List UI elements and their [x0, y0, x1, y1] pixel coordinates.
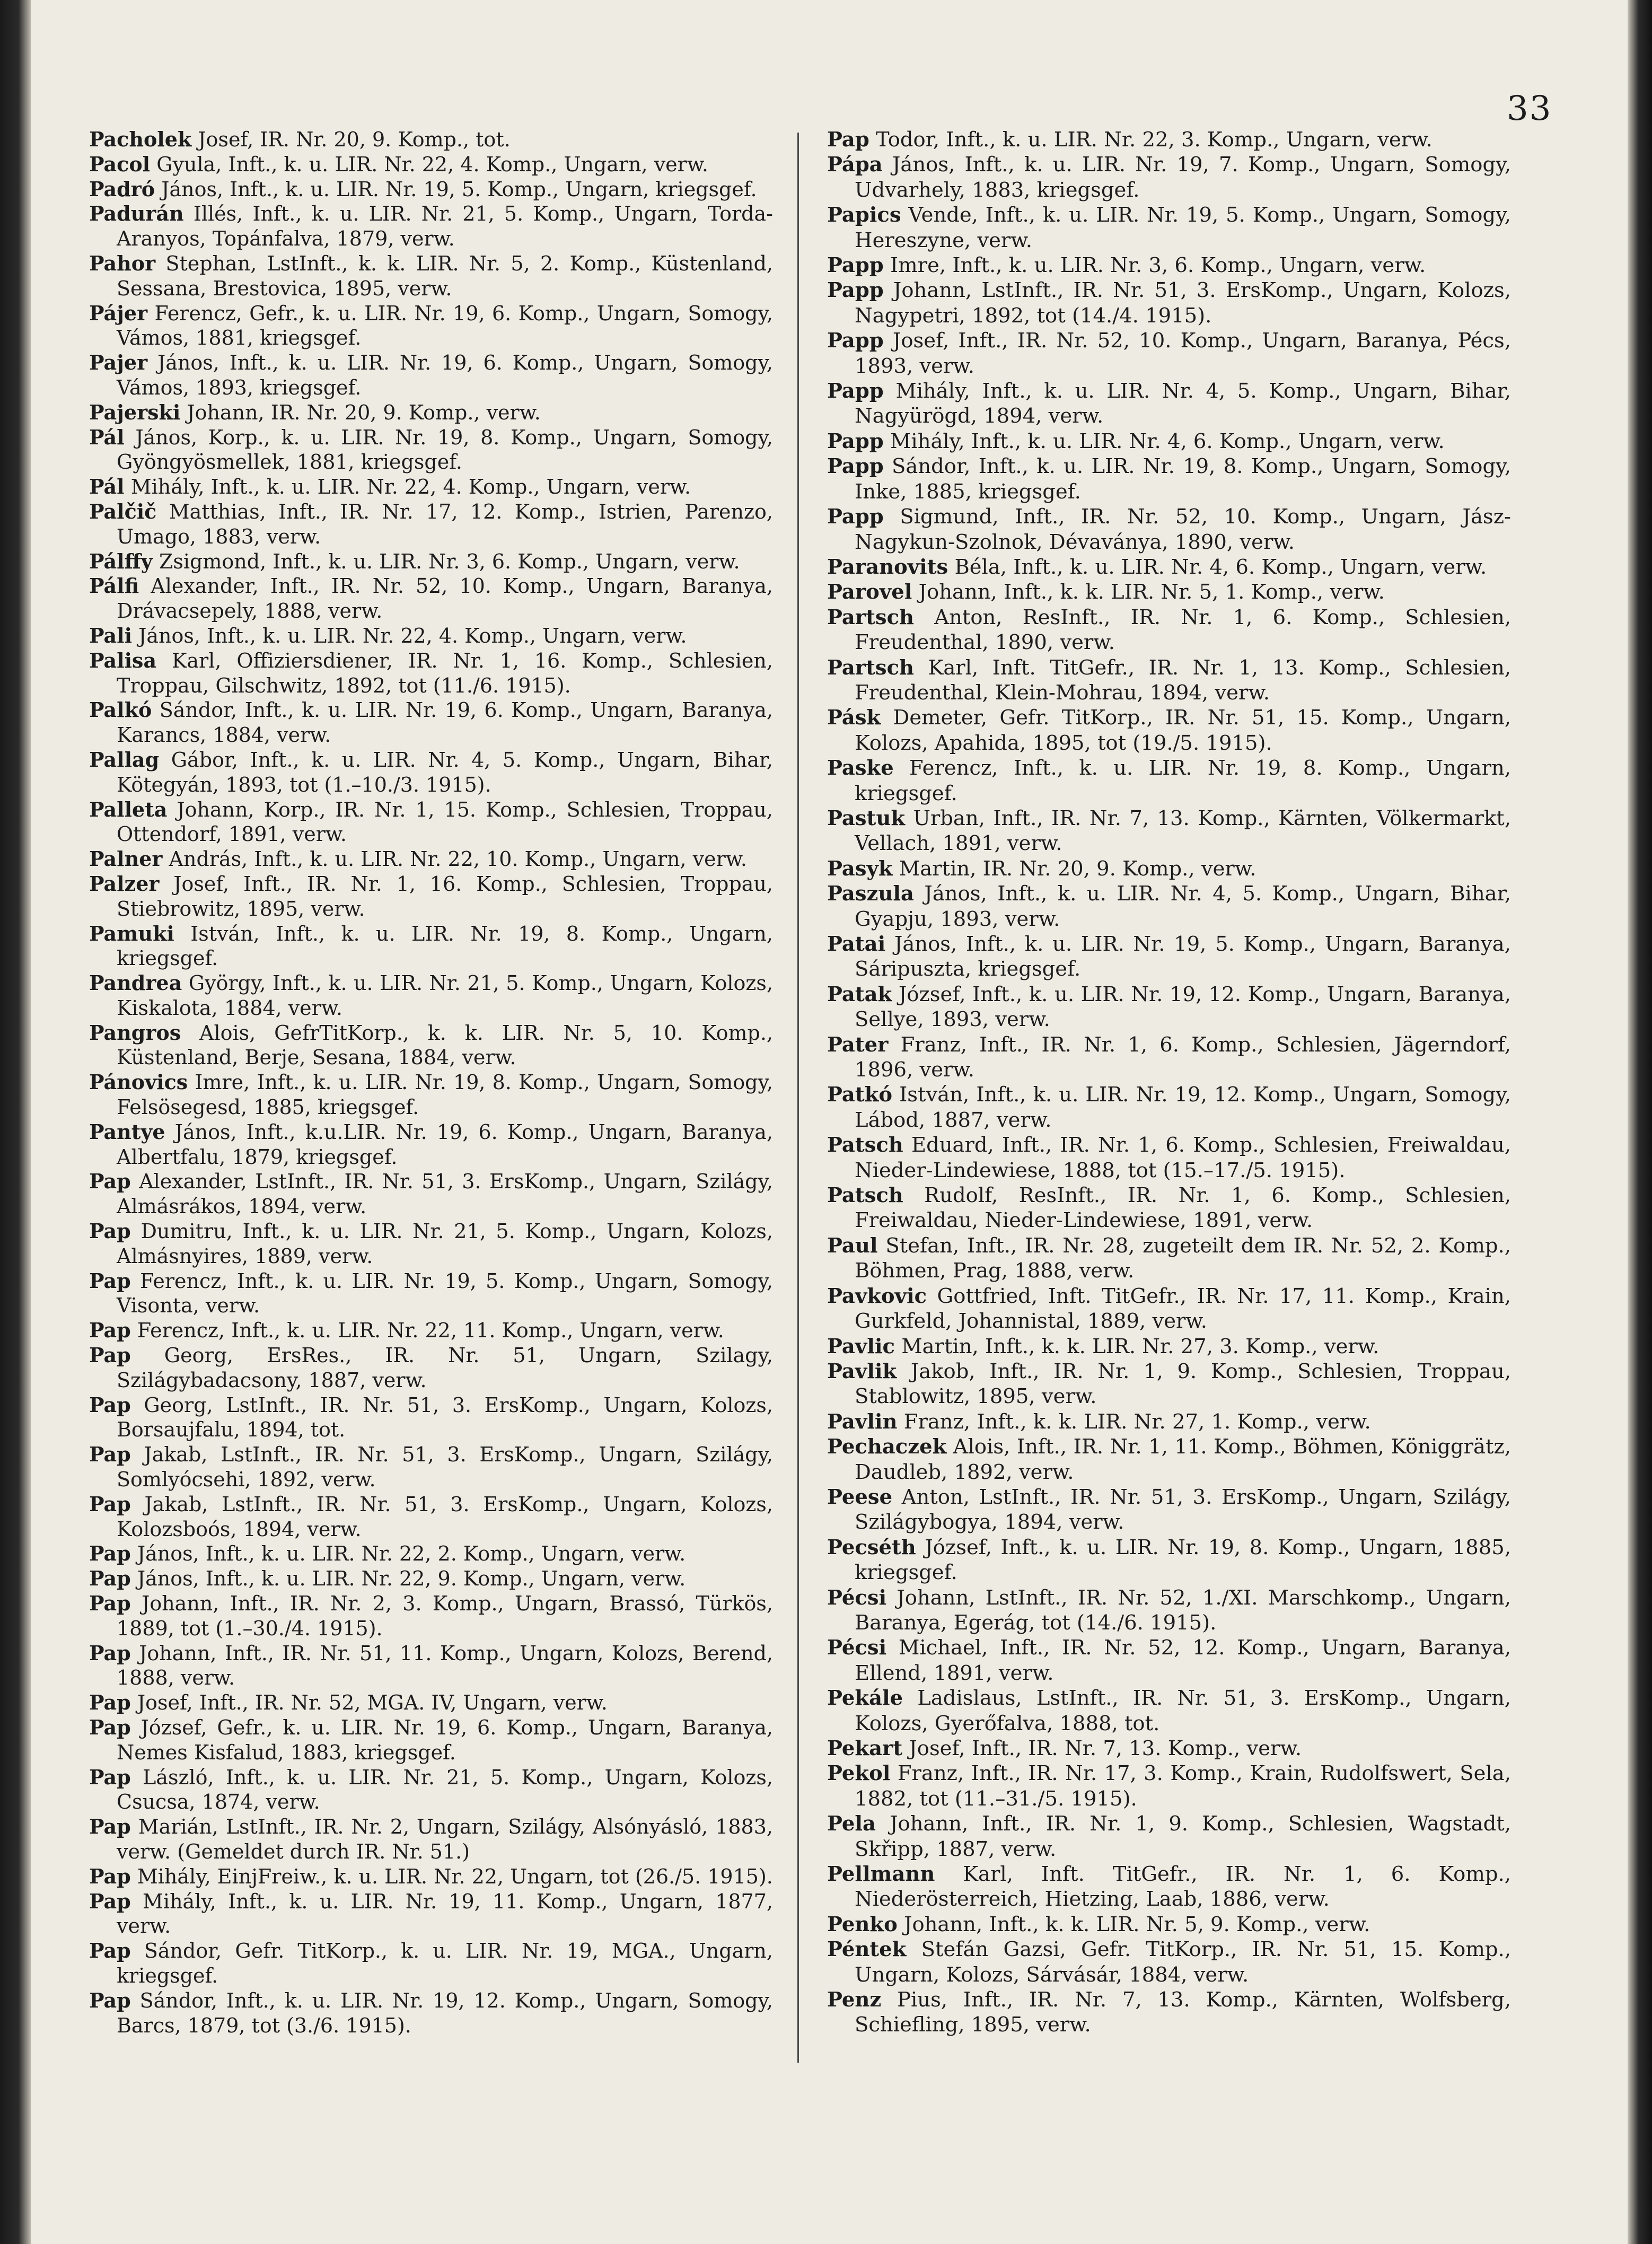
- entry-details: Alexander, LstInft., IR. Nr. 51, 3. ErsKomp., Ungarn, Szilágy, Almásrákos, 1894, verw.: [117, 1170, 773, 1219]
- entry-surname: Pap: [89, 1988, 131, 2012]
- entry-surname: Pellmann: [827, 1862, 935, 1887]
- entry-details: Karl, Inft. TitGefr., IR. Nr. 1, 13. Komp., Schlesien, Freudenthal, Klein-Mohrau, 1894, verw.: [855, 655, 1511, 705]
- entry-surname: Pacol: [89, 152, 151, 176]
- entry-details: Jakab, LstInft., IR. Nr. 51, 3. ErsKomp., Ungarn, Szilágy, Somlyócsehi, 1892, verw.: [117, 1443, 773, 1492]
- entry-surname: Pastuk: [827, 806, 905, 830]
- scan-edge-left: [0, 0, 31, 2244]
- entry-details: Gottfried, Inft. TitGefr., IR. Nr. 17, 11. Komp., Krain, Gurkfeld, Johannistal, 1889, verw.: [855, 1284, 1511, 1334]
- left-column: [89, 127, 773, 2038]
- list-entry: [89, 251, 773, 301]
- entry-surname: Pallag: [89, 747, 160, 772]
- entry-surname: Pahor: [89, 251, 156, 275]
- entry-surname: Pap: [89, 1864, 131, 1888]
- entry-surname: Pekart: [827, 1737, 903, 1760]
- entry-surname: Pekol: [827, 1761, 891, 1786]
- list-entry: [89, 1343, 773, 1393]
- list-entry: [89, 971, 773, 1021]
- list-entry: [89, 127, 773, 152]
- entry-surname: Pap: [89, 1442, 131, 1467]
- list-entry: [827, 429, 1511, 454]
- entry-surname: Papp: [827, 429, 884, 453]
- list-entry: [89, 1541, 773, 1566]
- list-entry: [827, 1409, 1511, 1434]
- list-entry: [827, 881, 1511, 932]
- entry-surname: Palner: [89, 847, 163, 871]
- list-entry: [89, 1070, 773, 1120]
- entry-details: István, Inft., k. u. LIR. Nr. 19, 8. Komp., Ungarn, kriegsgef.: [117, 922, 773, 970]
- list-entry: [89, 1492, 773, 1542]
- entry-details: Illés, Inft., k. u. LIR. Nr. 21, 5. Komp., Ungarn, Torda-Aranyos, Topánfalva, 1879, verw.: [117, 202, 773, 251]
- entry-surname: Palčič: [89, 499, 157, 523]
- entry-details: Johann, Inft., IR. Nr. 51, 11. Komp., Ungarn, Kolozs, Berend, 1888, verw.: [117, 1641, 773, 1690]
- entry-details: Alexander, Inft., IR. Nr. 52, 10. Komp., Ungarn, Baranya, Drávacsepely, 1888, verw.: [117, 574, 773, 623]
- entry-surname: Pál: [89, 425, 125, 449]
- entry-details: Mihály, Inft., k. u. LIR. Nr. 4, 6. Komp., Ungarn, verw.: [890, 429, 1445, 453]
- entry-details: Martin, IR. Nr. 20, 9. Komp., verw.: [899, 856, 1256, 881]
- entry-details: Anton, ResInft., IR. Nr. 1, 6. Komp., Schlesien, Freudenthal, 1890, verw.: [855, 605, 1511, 655]
- list-entry: [827, 1912, 1511, 1937]
- list-entry: [827, 1987, 1511, 2038]
- entry-details: Dumitru, Inft., k. u. LIR. Nr. 21, 5. Komp., Ungarn, Kolozs, Almásnyires, 1889, verw.: [117, 1220, 773, 1268]
- entry-surname: Parovel: [827, 580, 912, 604]
- entry-details: Johann, Inft., k. k. LIR. Nr. 5, 1. Komp., verw.: [918, 580, 1385, 604]
- entry-surname: Pánovics: [89, 1070, 188, 1094]
- entry-details: Josef, Inft., IR. Nr. 1, 16. Komp., Schlesien, Troppau, Stiebrowitz, 1895, verw.: [117, 872, 773, 921]
- list-entry: [827, 1485, 1511, 1535]
- entry-details: Georg, ErsRes., IR. Nr. 51, Ungarn, Szilagy, Szilágybadacsony, 1887, verw.: [117, 1344, 773, 1392]
- list-entry: [827, 932, 1511, 982]
- entry-details: József, Inft., k. u. LIR. Nr. 19, 12. Komp., Ungarn, Baranya, Sellye, 1893, verw.: [855, 982, 1511, 1032]
- list-entry: [827, 203, 1511, 253]
- entry-surname: Pap: [89, 1765, 131, 1789]
- right-column: [827, 127, 1511, 2038]
- list-entry: [89, 350, 773, 400]
- entry-surname: Pater: [827, 1032, 889, 1057]
- entry-surname: Pavlin: [827, 1409, 898, 1434]
- list-entry: [827, 152, 1511, 203]
- list-entry: [827, 806, 1511, 856]
- entry-details: Franz, Inft., IR. Nr. 17, 3. Komp., Krain, Rudolfswert, Sela, 1882, tot (11.–31./5. 1915).: [855, 1761, 1511, 1811]
- entry-details: Alois, GefrTitKorp., k. k. LIR. Nr. 5, 10. Komp., Küstenland, Berje, Sesana, 1884, verw.: [117, 1021, 773, 1070]
- list-entry: [827, 1585, 1511, 1636]
- entry-details: Ladislaus, LstInft., IR. Nr. 51, 3. ErsKomp., Ungarn, Kolozs, Gyerőfalva, 1888, tot.: [855, 1686, 1511, 1735]
- entry-details: Sándor, Inft., k. u. LIR. Nr. 19, 6. Komp., Ungarn, Baranya, Karancs, 1884, verw.: [117, 698, 773, 747]
- list-entry: [827, 1862, 1511, 1912]
- entry-surname: Pálfi: [89, 574, 139, 598]
- list-entry: [827, 1284, 1511, 1334]
- list-entry: [827, 580, 1511, 604]
- entry-details: György, Inft., k. u. LIR. Nr. 21, 5. Komp., Ungarn, Kolozs, Kiskalota, 1884, verw.: [117, 971, 773, 1020]
- entry-surname: Pap: [827, 128, 869, 152]
- list-entry: [827, 1334, 1511, 1359]
- entry-surname: Pap: [89, 1690, 131, 1715]
- list-entry: [89, 1269, 773, 1319]
- entry-surname: Pavlic: [827, 1334, 895, 1358]
- list-entry: [89, 574, 773, 624]
- list-entry: [89, 1318, 773, 1343]
- list-entry: [89, 400, 773, 425]
- entry-details: Ferencz, Inft., k. u. LIR. Nr. 19, 8. Komp., Ungarn, kriegsgef.: [855, 756, 1512, 805]
- entry-surname: Padurán: [89, 201, 184, 226]
- entry-surname: Pap: [89, 1318, 131, 1343]
- list-entry: [827, 1686, 1511, 1736]
- list-entry: [89, 872, 773, 922]
- entry-surname: Pap: [89, 1939, 131, 1963]
- list-entry: [827, 1434, 1511, 1485]
- entry-surname: Papp: [827, 505, 884, 529]
- entry-surname: Palkó: [89, 698, 152, 722]
- list-entry: [89, 549, 773, 574]
- entry-surname: Penz: [827, 1988, 882, 2012]
- entry-surname: Pap: [89, 1541, 131, 1566]
- entry-surname: Padró: [89, 177, 155, 201]
- list-entry: [827, 1736, 1511, 1761]
- list-entry: [89, 1393, 773, 1443]
- entry-details: József, Gefr., k. u. LIR. Nr. 19, 6. Komp., Ungarn, Baranya, Nemes Kisfalud, 1883, kriegsgef.: [117, 1716, 773, 1764]
- entry-surname: Pajer: [89, 350, 148, 375]
- list-entry: [89, 797, 773, 847]
- entry-details: Josef, Inft., IR. Nr. 52, 10. Komp., Ungarn, Baranya, Pécs, 1893, verw.: [855, 329, 1511, 378]
- list-entry: [89, 1815, 773, 1864]
- entry-details: István, Inft., k. u. LIR. Nr. 19, 12. Komp., Ungarn, Somogy, Lábod, 1887, verw.: [855, 1083, 1511, 1132]
- entry-surname: Pavkovic: [827, 1284, 927, 1308]
- entry-surname: Péntek: [827, 1938, 907, 1962]
- entry-details: Marián, LstInft., IR. Nr. 2, Ungarn, Szilágy, Alsónyásló, 1883, verw. (Gemeldet durch IR. Nr. 51.): [117, 1815, 773, 1863]
- entry-surname: Pécsi: [827, 1636, 887, 1660]
- list-entry: [827, 253, 1511, 278]
- entry-surname: Pap: [89, 1715, 131, 1739]
- list-entry: [827, 504, 1511, 555]
- entry-surname: Pela: [827, 1812, 876, 1836]
- entry-details: János, Inft., k.u.LIR. Nr. 19, 6. Komp., Ungarn, Baranya, Albertfalu, 1879, kriegsgef.: [117, 1120, 773, 1169]
- list-entry: [827, 705, 1511, 756]
- entry-details: Johann, Inft., k. k. LIR. Nr. 5, 9. Komp., verw.: [904, 1912, 1370, 1936]
- list-entry: [827, 1082, 1511, 1133]
- entry-surname: Pap: [89, 1815, 131, 1839]
- list-entry: [827, 1811, 1511, 1862]
- entry-details: János, Inft., k. u. LIR. Nr. 19, 6. Komp., Ungarn, Somogy, Vámos, 1893, kriegsgef.: [117, 351, 773, 399]
- scan-edge-right: [1628, 0, 1652, 2244]
- entry-details: Johann, Korp., IR. Nr. 1, 15. Komp., Schlesien, Troppau, Ottendorf, 1891, verw.: [117, 797, 773, 846]
- entry-surname: Pál: [89, 475, 125, 499]
- list-entry: [89, 152, 773, 177]
- entry-surname: Pangros: [89, 1020, 181, 1045]
- entry-surname: Paranovits: [827, 555, 948, 579]
- list-entry: [89, 1889, 773, 1939]
- list-entry: [89, 1591, 773, 1641]
- list-entry: [89, 1169, 773, 1219]
- entry-details: János, Inft., k. u. LIR. Nr. 19, 7. Komp., Ungarn, Somogy, Udvarhely, 1883, kriegsgef.: [855, 153, 1511, 202]
- entry-details: József, Inft., k. u. LIR. Nr. 19, 8. Komp., Ungarn, 1885, kriegsgef.: [855, 1535, 1511, 1585]
- list-entry: [89, 425, 773, 475]
- entry-surname: Pájer: [89, 301, 148, 325]
- entry-details: Martin, Inft., k. k. LIR. Nr. 27, 3. Komp., verw.: [901, 1334, 1379, 1358]
- entry-details: Stefán Gazsi, Gefr. TitKorp., IR. Nr. 51, 15. Komp., Ungarn, Kolozs, Sárvásár, 1884, verw.: [855, 1938, 1511, 1987]
- entry-surname: Pécsi: [827, 1585, 887, 1610]
- list-entry: [827, 555, 1511, 580]
- entry-details: Alois, Inft., IR. Nr. 1, 11. Komp., Böhmen, Königgrätz, Daudleb, 1892, verw.: [855, 1435, 1511, 1484]
- entry-details: János, Inft., k. u. LIR. Nr. 19, 5. Komp., Ungarn, kriegsgef.: [161, 177, 757, 201]
- entry-details: Pius, Inft., IR. Nr. 7, 13. Komp., Kärnten, Wolfsberg, Schiefling, 1895, verw.: [855, 1988, 1511, 2037]
- entry-surname: Papp: [827, 278, 884, 303]
- entry-surname: Pacholek: [89, 127, 192, 151]
- entry-surname: Pamuki: [89, 921, 174, 945]
- entry-details: János, Korp., k. u. LIR. Nr. 19, 8. Komp., Ungarn, Somogy, Gyöngyösmellek, 1881, kriegsgef.: [117, 425, 773, 474]
- list-entry: [89, 1939, 773, 1988]
- entry-surname: Pechaczek: [827, 1435, 947, 1459]
- entry-surname: Penko: [827, 1912, 898, 1936]
- entry-details: Imre, Inft., k. u. LIR. Nr. 3, 6. Komp., Ungarn, verw.: [890, 253, 1426, 278]
- entry-details: Ferencz, Inft., k. u. LIR. Nr. 19, 5. Komp., Ungarn, Somogy, Visonta, verw.: [117, 1269, 773, 1318]
- entry-details: Béla, Inft., k. u. LIR. Nr. 4, 6. Komp., Ungarn, verw.: [954, 555, 1487, 579]
- entry-details: János, Inft., k. u. LIR. Nr. 22, 2. Komp., Ungarn, verw.: [137, 1542, 686, 1566]
- list-entry: [827, 605, 1511, 655]
- entry-details: Johann, Inft., IR. Nr. 2, 3. Komp., Ungarn, Brassó, Türkös, 1889, tot (1.–30./4. 1915).: [117, 1592, 773, 1640]
- entry-surname: Pap: [89, 1641, 131, 1665]
- entry-details: Urban, Inft., IR. Nr. 7, 13. Komp., Kärnten, Völkermarkt, Vellach, 1891, verw.: [855, 806, 1511, 856]
- entry-surname: Palisa: [89, 648, 157, 672]
- entry-details: Vende, Inft., k. u. LIR. Nr. 19, 5. Komp., Ungarn, Somogy, Hereszyne, verw.: [855, 203, 1511, 252]
- entry-details: Josef, IR. Nr. 20, 9. Komp., tot.: [198, 128, 511, 151]
- entry-surname: Pap: [89, 1591, 131, 1616]
- entry-surname: Pap: [89, 1392, 131, 1417]
- entry-surname: Papp: [827, 454, 884, 479]
- entry-details: Josef, Inft., IR. Nr. 7, 13. Komp., verw.: [909, 1737, 1302, 1760]
- entry-details: Imre, Inft., k. u. LIR. Nr. 19, 8. Komp., Ungarn, Somogy, Felsösegesd, 1885, kriegsgef.: [117, 1071, 773, 1119]
- entry-surname: Paszula: [827, 882, 914, 906]
- entry-surname: Pap: [89, 1169, 131, 1194]
- entry-surname: Palzer: [89, 871, 160, 896]
- list-entry: [827, 982, 1511, 1032]
- entry-details: Demeter, Gefr. TitKorp., IR. Nr. 51, 15. Komp., Ungarn, Kolozs, Apahida, 1895, tot (19./5. 1915).: [855, 706, 1511, 755]
- entry-details: Sándor, Gefr. TitKorp., k. u. LIR. Nr. 19, MGA., Ungarn, kriegsgef.: [117, 1939, 773, 1987]
- list-entry: [827, 278, 1511, 328]
- entry-surname: Paul: [827, 1233, 878, 1258]
- entry-surname: Pali: [89, 623, 133, 647]
- entry-surname: Patai: [827, 932, 886, 956]
- entry-details: Mihály, Inft., k. u. LIR. Nr. 4, 5. Komp., Ungarn, Bihar, Nagyürögd, 1894, verw.: [855, 379, 1511, 428]
- column-divider: [797, 133, 799, 2063]
- list-entry: [89, 847, 773, 872]
- entry-details: Sándor, Inft., k. u. LIR. Nr. 19, 12. Komp., Ungarn, Somogy, Barcs, 1879, tot (3./6. 1915).: [117, 1988, 773, 2037]
- entry-details: Ferencz, Gefr., k. u. LIR. Nr. 19, 6. Komp., Ungarn, Somogy, Vámos, 1881, kriegsgef.: [117, 301, 773, 350]
- entry-surname: Papp: [827, 379, 884, 404]
- entry-details: Johann, IR. Nr. 20, 9. Komp., verw.: [187, 400, 541, 424]
- list-entry: [89, 1864, 773, 1889]
- entry-details: Eduard, Inft., IR. Nr. 1, 6. Komp., Schlesien, Freiwaldau, Nieder-Lindewiese, 1888, tot (15.–17./5. 1915).: [855, 1133, 1511, 1182]
- entry-details: Michael, Inft., IR. Nr. 52, 12. Komp., Ungarn, Baranya, Ellend, 1891, verw.: [855, 1636, 1511, 1685]
- entry-details: András, Inft., k. u. LIR. Nr. 22, 10. Komp., Ungarn, verw.: [169, 847, 747, 871]
- entry-details: Jakob, Inft., IR. Nr. 1, 9. Komp., Schlesien, Troppau, Stablowitz, 1895, verw.: [855, 1359, 1511, 1409]
- entry-details: Johann, LstInft., IR. Nr. 52, 1./XI. Marschkomp., Ungarn, Baranya, Egerág, tot (14./6. 1915).: [855, 1585, 1512, 1635]
- entry-surname: Papp: [827, 329, 884, 353]
- list-entry: [827, 1032, 1511, 1083]
- entry-details: Zsigmond, Inft., k. u. LIR. Nr. 3, 6. Komp., Ungarn, verw.: [159, 549, 740, 573]
- list-entry: [89, 1641, 773, 1691]
- list-entry: [827, 379, 1511, 429]
- entry-surname: Pap: [89, 1492, 131, 1516]
- page-number: 33: [1507, 89, 1552, 128]
- entry-details: Jakab, LstInft., IR. Nr. 51, 3. ErsKomp., Ungarn, Kolozs, Kolozsboós, 1894, verw.: [117, 1492, 773, 1541]
- list-entry: [89, 648, 773, 698]
- list-entry: [89, 1021, 773, 1071]
- list-entry: [89, 624, 773, 648]
- list-entry: [89, 475, 773, 499]
- entry-details: Stefan, Inft., IR. Nr. 28, zugeteilt dem IR. Nr. 52, 2. Komp., Böhmen, Prag, 1888, verw.: [855, 1233, 1511, 1283]
- entry-surname: Pantye: [89, 1119, 165, 1144]
- list-entry: [827, 856, 1511, 881]
- entry-details: Karl, Offiziersdiener, IR. Nr. 1, 16. Komp., Schlesien, Troppau, Gilschwitz, 1892, tot (11./6. 1915).: [117, 648, 773, 697]
- list-entry: [89, 301, 773, 351]
- entry-surname: Patkó: [827, 1083, 893, 1107]
- entry-details: Mihály, Inft., k. u. LIR. Nr. 19, 11. Komp., Ungarn, 1877, verw.: [117, 1889, 773, 1938]
- list-entry: [89, 922, 773, 971]
- entry-surname: Pandrea: [89, 971, 182, 995]
- list-entry: [827, 1183, 1511, 1233]
- entry-surname: Pecséth: [827, 1535, 916, 1559]
- entry-details: Rudolf, ResInft., IR. Nr. 1, 6. Komp., Schlesien, Freiwaldau, Nieder-Lindewiese, 1891, verw.: [855, 1184, 1511, 1233]
- entry-details: Mihály, Inft., k. u. LIR. Nr. 22, 4. Komp., Ungarn, verw.: [130, 475, 691, 499]
- list-entry: [89, 499, 773, 549]
- list-entry: [827, 756, 1511, 806]
- list-entry: [827, 1761, 1511, 1811]
- list-entry: [827, 1233, 1511, 1284]
- entry-details: Sándor, Inft., k. u. LIR. Nr. 19, 8. Komp., Ungarn, Somogy, Inke, 1885, kriegsgef.: [855, 454, 1511, 504]
- entry-details: Franz, Inft., IR. Nr. 1, 6. Komp., Schlesien, Jägerndorf, 1896, verw.: [855, 1032, 1511, 1082]
- list-entry: [89, 1715, 773, 1765]
- entry-details: Matthias, Inft., IR. Nr. 17, 12. Komp., Istrien, Parenzo, Umago, 1883, verw.: [117, 499, 773, 548]
- entry-surname: Papp: [827, 253, 884, 278]
- entry-details: Todor, Inft., k. u. LIR. Nr. 22, 3. Komp., Ungarn, verw.: [876, 128, 1433, 152]
- list-entry: [89, 1690, 773, 1715]
- entry-details: Gábor, Inft., k. u. LIR. Nr. 4, 5. Komp., Ungarn, Bihar, Kötegyán, 1893, tot (1.–10./3. 1915).: [117, 748, 773, 796]
- entry-surname: Pápa: [827, 153, 883, 177]
- list-entry: [827, 328, 1511, 379]
- list-entry: [89, 1765, 773, 1815]
- entry-details: Johann, LstInft., IR. Nr. 51, 3. ErsKomp., Ungarn, Kolozs, Nagypetri, 1892, tot (14./4. 1915).: [855, 278, 1511, 328]
- entry-details: Franz, Inft., k. k. LIR. Nr. 27, 1. Komp., verw.: [903, 1409, 1371, 1434]
- entry-surname: Pap: [89, 1219, 131, 1243]
- list-entry: [89, 1442, 773, 1492]
- entry-details: Josef, Inft., IR. Nr. 52, MGA. IV, Ungarn, verw.: [137, 1691, 608, 1715]
- entry-details: Karl, Inft. TitGefr., IR. Nr. 1, 6. Komp., Niederösterreich, Hietzing, Laab, 1886, verw.: [855, 1862, 1511, 1912]
- list-entry: [89, 201, 773, 251]
- entry-surname: Peese: [827, 1485, 893, 1509]
- list-entry: [827, 454, 1511, 504]
- entry-surname: Patak: [827, 982, 892, 1006]
- list-entry: [89, 1988, 773, 2038]
- entry-details: Gyula, Inft., k. u. LIR. Nr. 22, 4. Komp., Ungarn, verw.: [156, 152, 708, 176]
- list-entry: [89, 1120, 773, 1170]
- entry-surname: Pap: [89, 1889, 131, 1913]
- list-entry: [89, 748, 773, 797]
- entry-details: Mihály, EinjFreiw., k. u. LIR. Nr. 22, Ungarn, tot (26./5. 1915).: [137, 1864, 773, 1888]
- entry-surname: Partsch: [827, 605, 915, 629]
- entry-surname: Pálffy: [89, 549, 153, 573]
- entry-details: János, Inft., k. u. LIR. Nr. 4, 5. Komp., Ungarn, Bihar, Gyapju, 1893, verw.: [855, 882, 1511, 931]
- list-entry: [827, 127, 1511, 152]
- list-entry: [89, 1566, 773, 1591]
- entry-surname: Palleta: [89, 797, 168, 821]
- list-entry: [89, 698, 773, 748]
- entry-details: Georg, LstInft., IR. Nr. 51, 3. ErsKomp., Ungarn, Kolozs, Borsaujfalu, 1894, tot.: [117, 1393, 773, 1442]
- entry-details: János, Inft., k. u. LIR. Nr. 19, 5. Komp., Ungarn, Baranya, Sáripuszta, kriegsgef.: [855, 932, 1511, 981]
- list-entry: [827, 655, 1511, 706]
- list-entry: [827, 1359, 1511, 1409]
- entry-details: Sigmund, Inft., IR. Nr. 52, 10. Komp., Ungarn, Jász-Nagykun-Szolnok, Dévaványa, 1890, verw.: [855, 505, 1511, 554]
- entry-surname: Patsch: [827, 1184, 903, 1208]
- entry-surname: Pásk: [827, 706, 881, 730]
- entry-surname: Papics: [827, 203, 901, 227]
- list-entry: [827, 1535, 1511, 1585]
- entry-surname: Paske: [827, 756, 894, 781]
- list-entry: [827, 1133, 1511, 1183]
- entry-surname: Pasyk: [827, 856, 893, 881]
- entry-details: János, Inft., k. u. LIR. Nr. 22, 9. Komp., Ungarn, verw.: [137, 1567, 686, 1591]
- entry-surname: Pap: [89, 1343, 131, 1368]
- entry-details: László, Inft., k. u. LIR. Nr. 21, 5. Komp., Ungarn, Kolozs, Csucsa, 1874, verw.: [117, 1765, 773, 1814]
- entry-surname: Patsch: [827, 1133, 903, 1158]
- entry-surname: Pekále: [827, 1686, 903, 1711]
- list-entry: [827, 1635, 1511, 1686]
- entry-surname: Partsch: [827, 655, 915, 680]
- entry-surname: Pavlik: [827, 1359, 897, 1383]
- entry-details: Johann, Inft., IR. Nr. 1, 9. Komp., Schlesien, Wagstadt, Skřipp, 1887, verw.: [855, 1812, 1511, 1861]
- list-entry: [89, 1219, 773, 1269]
- entry-details: Anton, LstInft., IR. Nr. 51, 3. ErsKomp., Ungarn, Szilágy, Szilágybogya, 1894, verw.: [855, 1485, 1511, 1535]
- list-entry: [89, 177, 773, 202]
- list-entry: [827, 1937, 1511, 1987]
- entry-surname: Pap: [89, 1566, 131, 1591]
- entry-surname: Pap: [89, 1268, 131, 1293]
- entry-details: Ferencz, Inft., k. u. LIR. Nr. 22, 11. Komp., Ungarn, verw.: [137, 1319, 724, 1343]
- entry-details: János, Inft., k. u. LIR. Nr. 22, 4. Komp., Ungarn, verw.: [138, 624, 687, 647]
- entry-surname: Pajerski: [89, 400, 181, 424]
- entry-details: Stephan, LstInft., k. k. LIR. Nr. 5, 2. Komp., Küstenland, Sessana, Brestovica, 1895, verw.: [117, 251, 773, 300]
